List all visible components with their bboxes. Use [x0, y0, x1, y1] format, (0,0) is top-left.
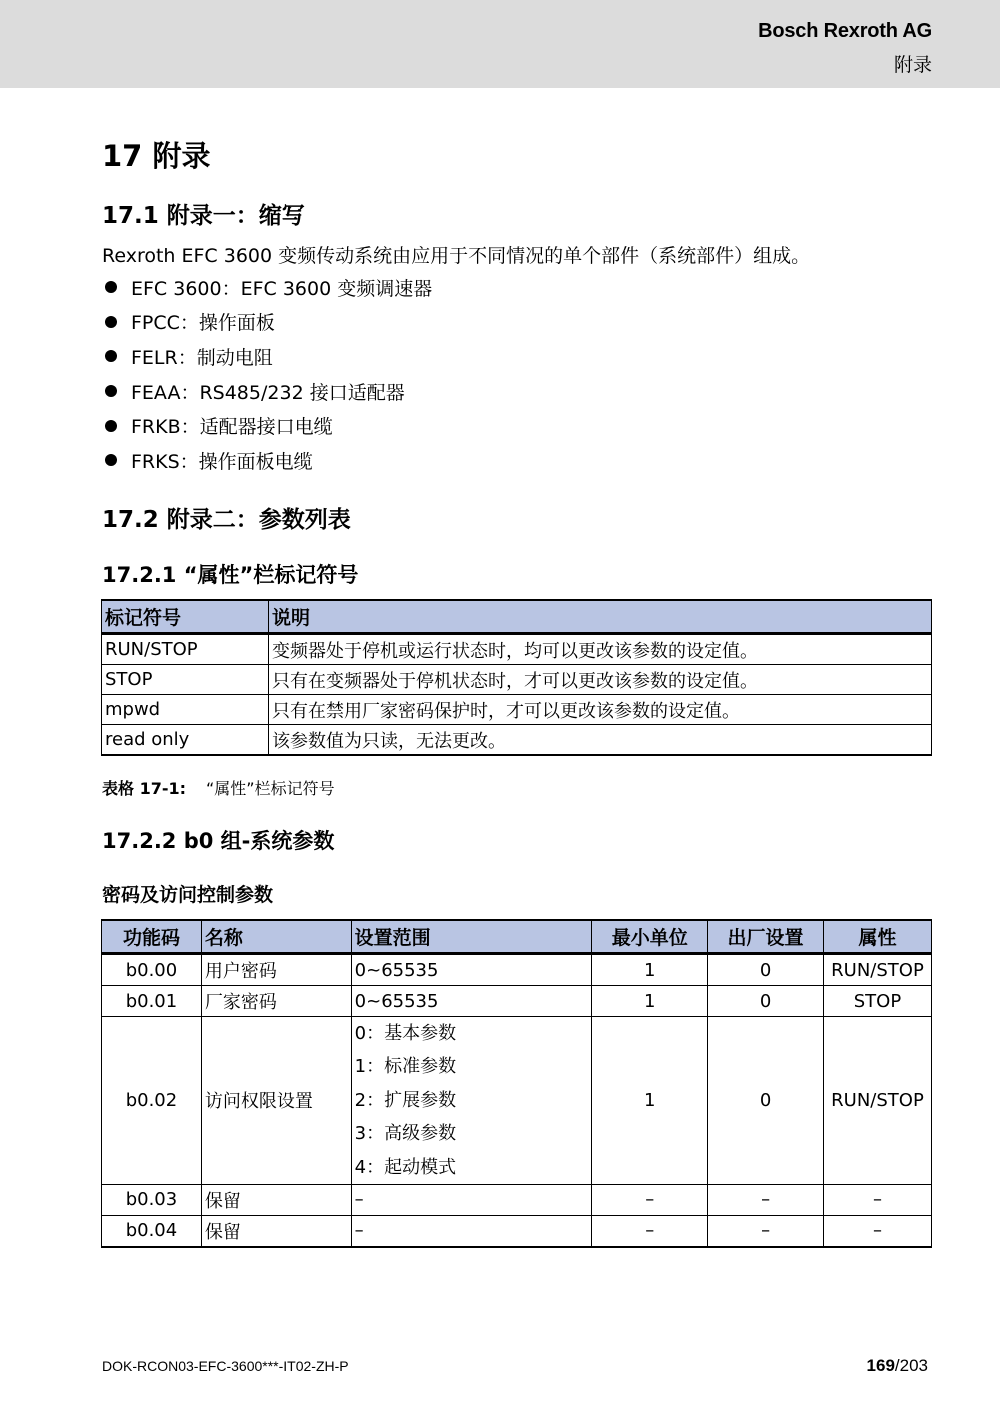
code-cell: b0.02: [102, 1017, 202, 1185]
subsection-2-title: 17.2.2 b0 组-系统参数: [102, 829, 335, 853]
bullet-icon: [105, 420, 117, 432]
table-row: [102, 725, 932, 756]
unit-cell: 1: [592, 954, 708, 986]
symbol-cell: mpwd: [102, 695, 269, 725]
range-option: 1：标准参数: [354, 1056, 457, 1078]
range-cell: –: [351, 1215, 592, 1247]
column-header: 出厂设置: [708, 920, 824, 954]
subsection-1-title: 17.2.1 “属性”栏标记符号: [102, 563, 359, 587]
table-row: [102, 695, 932, 725]
group-title: 密码及访问控制参数: [102, 884, 274, 906]
total-pages: /203: [894, 1356, 928, 1375]
table-caption: [102, 776, 335, 799]
range-option: 2：扩展参数: [354, 1089, 457, 1111]
description-cell: 该参数值为只读，无法更改。: [269, 725, 932, 756]
range-option: 0：基本参数: [354, 1023, 457, 1044]
attribute-symbol-table: [101, 599, 932, 756]
code-cell: b0.00: [102, 954, 202, 986]
column-header: 设置范围: [351, 920, 592, 954]
caption-label: 表格 17-1:: [102, 779, 187, 798]
default-cell: –: [708, 1215, 824, 1247]
column-header: 标记符号: [102, 600, 269, 634]
page-number: [867, 1356, 928, 1376]
column-header: 说明: [269, 600, 932, 634]
table-row: [102, 986, 932, 1017]
range-cell: 0~65535: [351, 954, 592, 986]
range-cell: 0~65535: [351, 986, 592, 1017]
code-cell: b0.01: [102, 986, 202, 1017]
code-cell: b0.04: [102, 1215, 202, 1247]
description-cell: 只有在变频器处于停机状态时，才可以更改该参数的设定值。: [269, 665, 932, 695]
default-cell: 0: [708, 1017, 824, 1185]
column-header: 最小单位: [592, 920, 708, 954]
table-row: [102, 1017, 932, 1185]
section-2-title: 17.2 附录二：参数列表: [102, 507, 351, 533]
bullet-icon: [105, 385, 117, 397]
name-cell: 访问权限设置: [201, 1017, 351, 1185]
company-name: Bosch Rexroth AG: [758, 20, 932, 42]
description-cell: 只有在禁用厂家密码保护时，才可以更改该参数的设定值。: [269, 695, 932, 725]
range-option: 4：起动模式: [354, 1156, 457, 1178]
table-header-row: [102, 920, 932, 954]
unit-cell: 1: [592, 986, 708, 1017]
header-section-name: 附录: [893, 54, 932, 76]
unit-cell: 1: [592, 1017, 708, 1185]
list-item: FRKB：适配器接口电缆: [102, 408, 432, 443]
section-1-intro: Rexroth EFC 3600 变频传动系统由应用于不同情况的单个部件（系统部件）组成。: [102, 245, 811, 267]
name-cell: 厂家密码: [201, 986, 351, 1017]
unit-cell: –: [592, 1215, 708, 1247]
bullet-icon: [105, 316, 117, 328]
description-cell: 变频器处于停机或运行状态时，均可以更改该参数的设定值。: [269, 634, 932, 665]
table-row: [102, 634, 932, 665]
table-header-row: [102, 600, 932, 634]
symbol-cell: RUN/STOP: [102, 634, 269, 665]
name-cell: 用户密码: [201, 954, 351, 986]
list-item: FEAA：RS485/232 接口适配器: [102, 374, 432, 409]
attribute-cell: RUN/STOP: [823, 1017, 931, 1185]
column-header: 属性: [823, 920, 931, 954]
code-cell: b0.03: [102, 1184, 202, 1215]
table-row: [102, 1215, 932, 1247]
unit-cell: –: [592, 1184, 708, 1215]
abbreviation-list: [102, 270, 432, 478]
section-1-title: 17.1 附录一：缩写: [102, 203, 305, 229]
list-item: FPCC：操作面板: [102, 305, 432, 340]
range-cell: –: [351, 1184, 592, 1215]
symbol-cell: STOP: [102, 665, 269, 695]
chapter-title: 17 附录: [102, 139, 211, 173]
attribute-cell: –: [823, 1215, 931, 1247]
current-page: 169: [866, 1356, 895, 1375]
list-item: FELR：制动电阻: [102, 339, 432, 374]
default-cell: 0: [708, 954, 824, 986]
list-item: FRKS：操作面板电缆: [102, 443, 432, 478]
name-cell: 保留: [201, 1184, 351, 1215]
column-header: 名称: [201, 920, 351, 954]
symbol-cell: read only: [102, 725, 269, 756]
attribute-cell: –: [823, 1184, 931, 1215]
default-cell: 0: [708, 986, 824, 1017]
bullet-icon: [105, 281, 117, 293]
parameter-table: [101, 919, 932, 1248]
default-cell: –: [708, 1184, 824, 1215]
table-row: [102, 954, 932, 986]
bullet-icon: [105, 454, 117, 466]
range-option: 3：高级参数: [354, 1123, 457, 1145]
attribute-cell: RUN/STOP: [823, 954, 931, 986]
caption-text: “属性”栏标记符号: [206, 779, 335, 798]
table-row: [102, 665, 932, 695]
attribute-cell: STOP: [823, 986, 931, 1017]
column-header: 功能码: [102, 920, 202, 954]
bullet-icon: [105, 350, 117, 362]
name-cell: 保留: [201, 1215, 351, 1247]
list-item: EFC 3600：EFC 3600 变频调速器: [102, 270, 432, 305]
page-header: [0, 0, 1000, 88]
table-row: [102, 1184, 932, 1215]
range-cell: [351, 1017, 592, 1185]
document-id: DOK-RCON03-EFC-3600***-IT02-ZH-P: [102, 1358, 349, 1374]
